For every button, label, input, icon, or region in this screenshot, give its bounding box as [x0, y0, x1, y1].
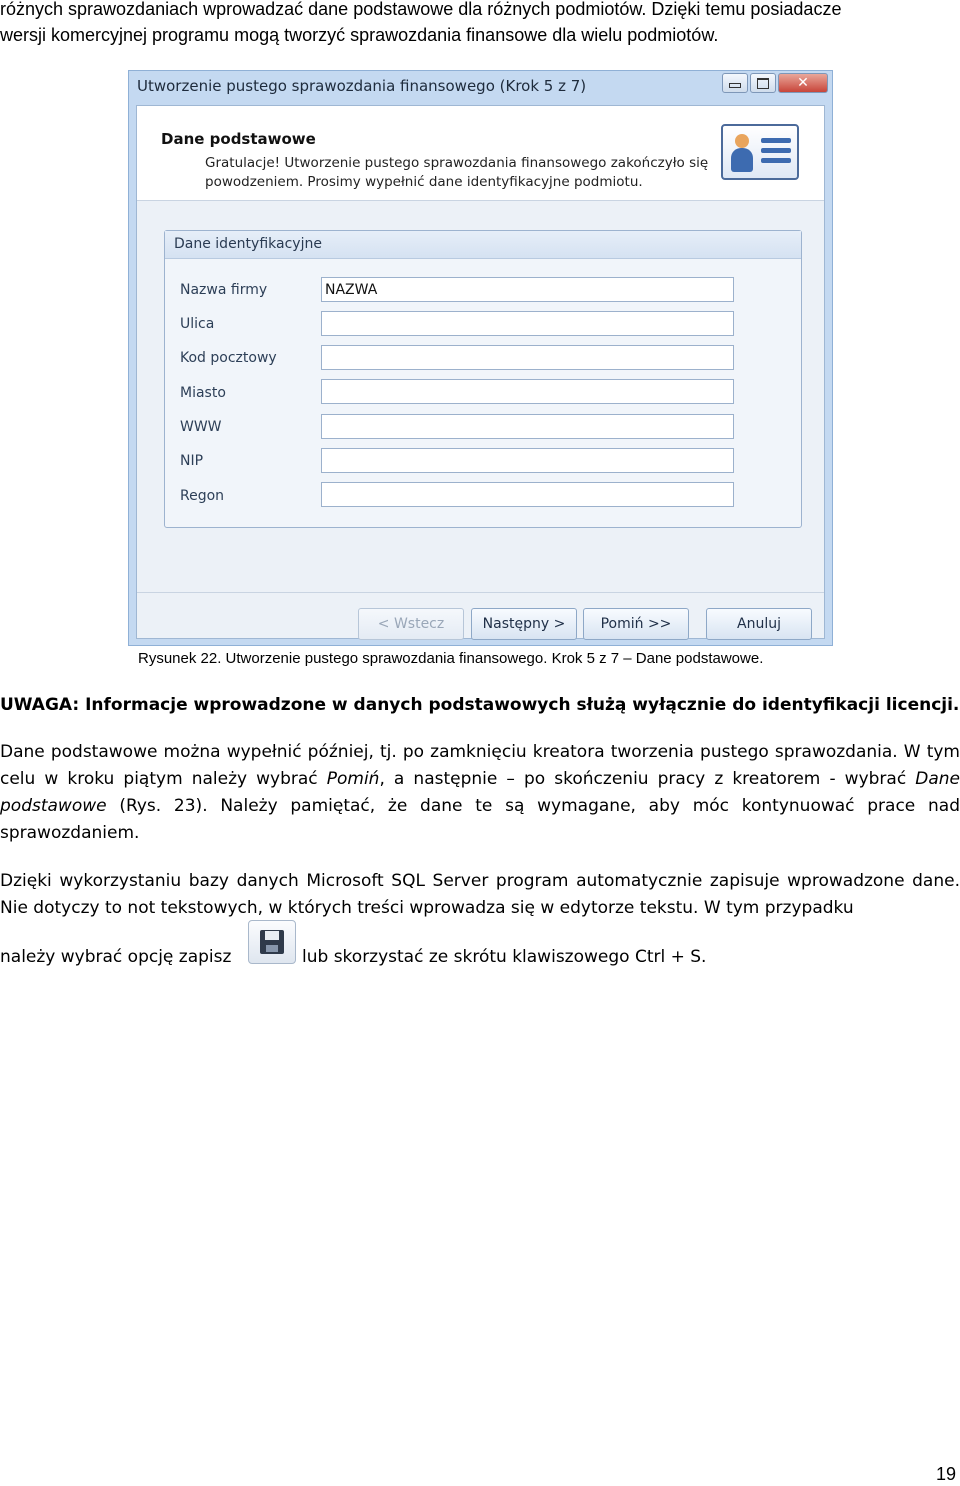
paragraph-autosave: Dzięki wykorzystaniu bazy danych Microsoft SQL Server program automatycznie zapisuje wprowadzone dane. Nie dotyczy to not tekstowych, w których treści wprowadza się w edytorze tekstu. W tym przypadku [0, 871, 960, 918]
p1-text-a: Dane podstawowe można wypełnić później, tj. po zamknięciu kreatora tworzenia pustego sprawozdania. W tym celu w kroku piątym należy wybrać [0, 742, 960, 789]
skip-button[interactable]: Pomiń >> [583, 608, 689, 640]
label-www: WWW [180, 419, 222, 435]
back-button[interactable]: < Wstecz [358, 608, 464, 640]
wizard-client-area [136, 105, 825, 639]
label-street: Ulica [180, 316, 215, 332]
p1-emph-basic-data: Dane podstawowe [0, 769, 960, 816]
city-input[interactable] [321, 379, 734, 404]
step-description: Gratulacje! Utworzenie pustego sprawozdania finansowego zakończyło się powodzeniem. Prosimy wypełnić dane identyfikacyjne podmiotu. [205, 155, 709, 190]
close-icon: ✕ [797, 75, 809, 91]
postal-code-input[interactable] [321, 345, 734, 370]
intro-text [0, 0, 960, 48]
p1-emph-skip: Pomiń [326, 769, 380, 789]
group-title: Dane identyfikacyjne [165, 231, 801, 259]
minimize-button[interactable] [722, 73, 748, 93]
www-input[interactable] [321, 414, 734, 439]
page-number: 19 [936, 1464, 957, 1484]
label-regon: Regon [180, 488, 225, 504]
identification-group [164, 230, 802, 528]
disk-label-shape [265, 931, 279, 940]
label-nip: NIP [180, 453, 204, 469]
regon-input[interactable] [321, 482, 734, 507]
wizard-window [128, 70, 833, 646]
label-postal-code: Kod pocztowy [180, 350, 277, 366]
company-name-input[interactable] [321, 277, 734, 302]
maximize-button[interactable] [750, 73, 776, 93]
save-instruction-right: lub skorzystać ze skrótu klawiszowego Ctrl + S. [302, 947, 707, 967]
card-line [761, 148, 791, 153]
label-company-name: Nazwa firmy [180, 282, 268, 298]
save-icon [248, 920, 296, 964]
cancel-button[interactable]: Anuluj [706, 608, 812, 640]
warning-note: UWAGA: Informacje wprowadzone w danych podstawowych służą wyłącznie do identyfikacji licencji. [0, 695, 960, 715]
card-line [761, 138, 791, 143]
intro-line-2: wersji komercyjnej programu mogą tworzyć sprawozdania finansowe dla wielu podmiotów. [0, 25, 719, 45]
button-separator [137, 592, 824, 593]
figure-caption: Rysunek 22. Utworzenie pustego sprawozdania finansowego. Krok 5 z 7 – Dane podstawowe. [138, 650, 764, 667]
card-line [761, 158, 791, 163]
next-button[interactable]: Następny > [471, 608, 577, 640]
paragraph-skip [0, 739, 960, 847]
disk-slot-shape [266, 945, 278, 952]
label-city: Miasto [180, 385, 226, 401]
p1-text-e: (Rys. 23). Należy pamiętać, że dane te są wymagane, aby móc kontynuować prace nad sprawozdaniem. [0, 796, 960, 843]
street-input[interactable] [321, 311, 734, 336]
window-controls [720, 73, 828, 93]
person-head-shape [735, 134, 749, 148]
person-body-shape [731, 148, 753, 172]
p1-text-c: , a następnie – po skończeniu pracy z kreatorem - wybrać [379, 769, 916, 789]
identity-card-icon [721, 124, 799, 180]
wizard-header [137, 106, 824, 201]
minimize-icon [729, 83, 741, 88]
nip-input[interactable] [321, 448, 734, 473]
save-instruction-left: należy wybrać opcję zapisz [0, 947, 232, 967]
close-button[interactable] [778, 73, 828, 93]
step-title: Dane podstawowe [161, 130, 316, 148]
window-title: Utworzenie pustego sprawozdania finansowego (Krok 5 z 7) [137, 77, 587, 95]
maximize-icon [757, 78, 769, 89]
intro-line-1: różnych sprawozdaniach wprowadzać dane podstawowe dla różnych podmiotów. Dzięki temu posiadacze [0, 0, 842, 19]
